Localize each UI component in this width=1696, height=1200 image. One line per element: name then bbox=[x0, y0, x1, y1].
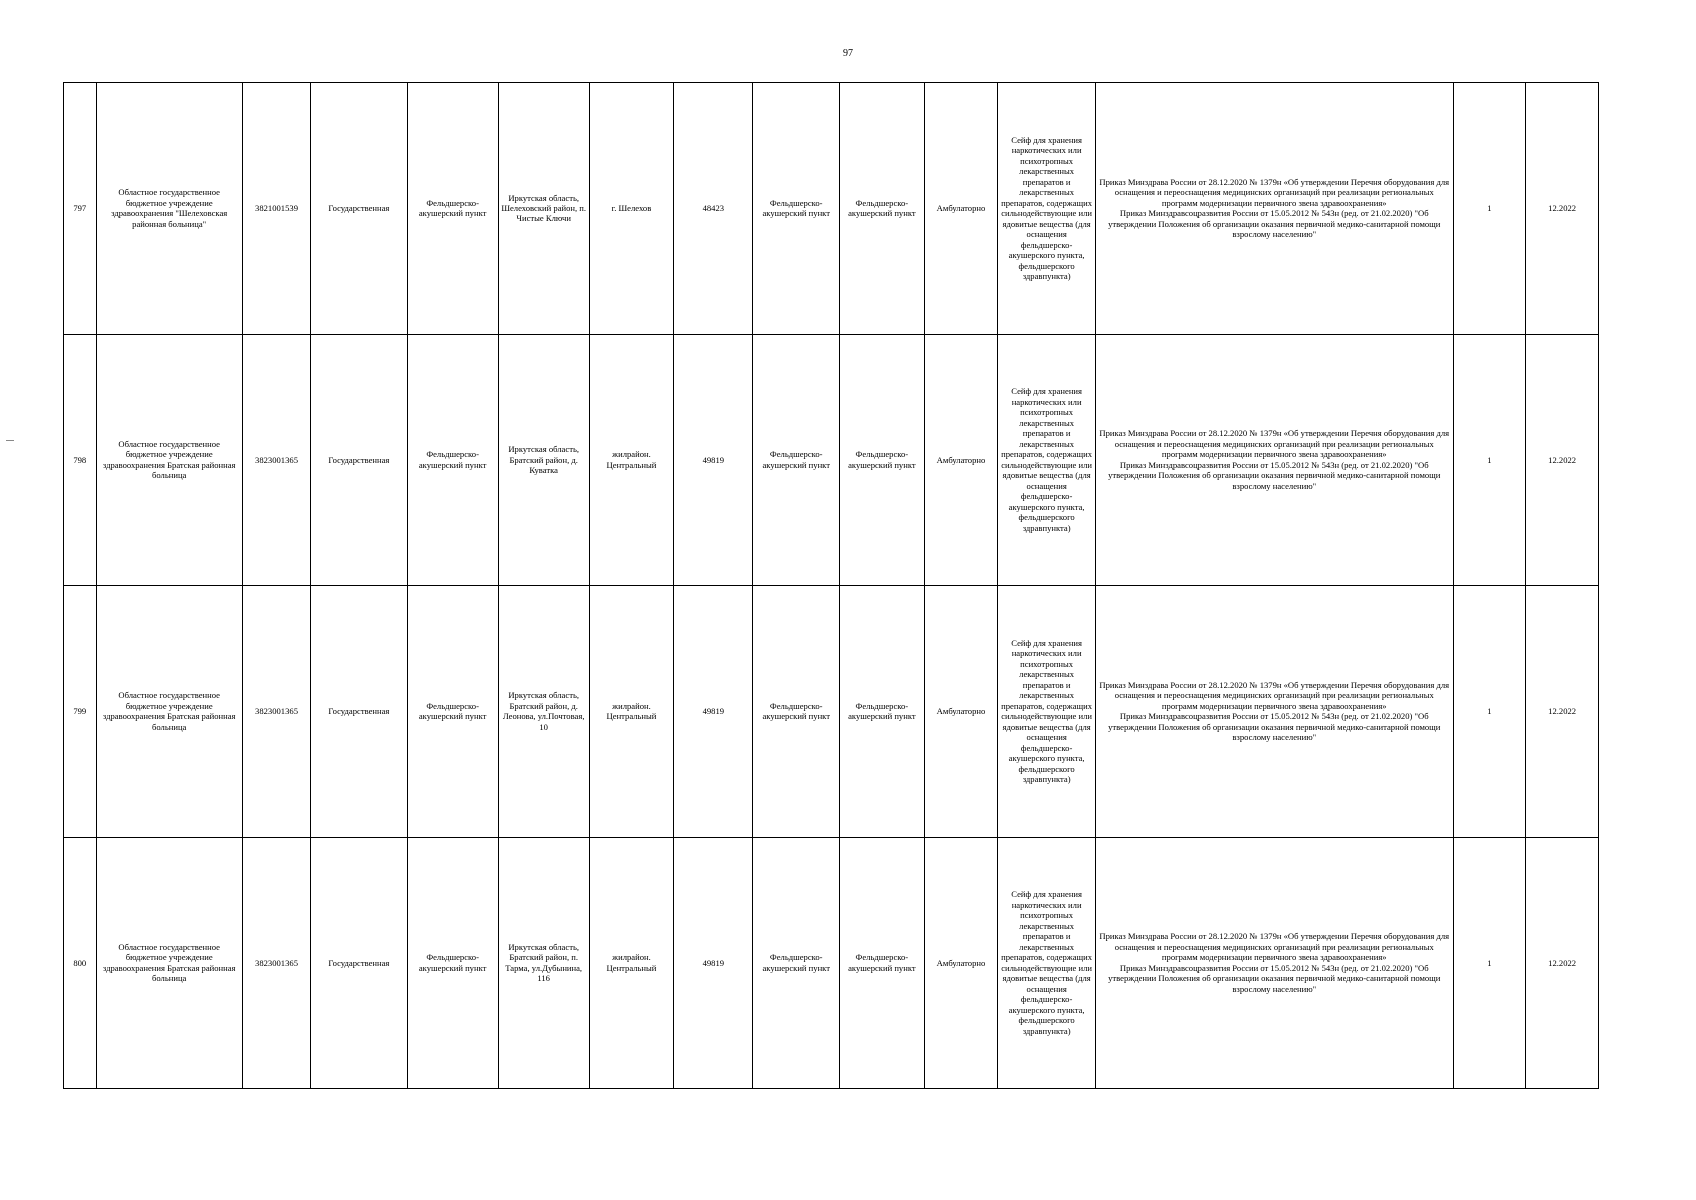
row-number: 797 bbox=[64, 83, 97, 335]
address: Иркутская область, Братский район, д. Куватка bbox=[498, 334, 589, 586]
document-1379n: Приказ Минздрава России от 28.12.2020 № 1379н «Об утверждении Перечня оборудования для оснащения и переоснащения медицинских организаций при реализации региональных программ модернизации первичного звена здравоохранения» bbox=[1099, 931, 1450, 963]
care-conditions: Амбулаторно bbox=[924, 83, 998, 335]
ownership-form: Государственная bbox=[311, 837, 407, 1089]
table-row bbox=[64, 334, 1599, 586]
row-number: 799 bbox=[64, 586, 97, 838]
organization-name: Областное государственное бюджетное учреждение здравоохранения Братская районная больница bbox=[96, 334, 242, 586]
delivery-date: 12.2022 bbox=[1526, 83, 1599, 335]
table-row bbox=[64, 586, 1599, 838]
ownership-form: Государственная bbox=[311, 83, 407, 335]
subdivision-secondary: Фельдшерско-акушерский пункт bbox=[840, 586, 925, 838]
ownership-form: Государственная bbox=[311, 586, 407, 838]
delivery-date: 12.2022 bbox=[1526, 837, 1599, 1089]
document-543n: Приказ Минздравсоцразвития России от 15.05.2012 № 543н (ред. от 21.02.2020) "Об утверждении Положения об организации оказания первичной медико-санитарной помощи взрослому населению" bbox=[1108, 962, 1441, 994]
organization-name: Областное государственное бюджетное учреждение здравоохранения "Шелеховская районная больница" bbox=[96, 83, 242, 335]
equipment-name: Сейф для хранения наркотических или психотропных лекарственных препаратов и лекарственных препаратов, содержащих сильнодействующие или ядовитые вещества (для оснащения фельдшерско-акушерского пункта, фельдшерского здравпункта) bbox=[998, 586, 1096, 838]
locality: г. Шелехов bbox=[589, 83, 674, 335]
document-1379n: Приказ Минздрава России от 28.12.2020 № 1379н «Об утверждении Перечня оборудования для оснащения и переоснащения медицинских организаций при реализации региональных программ модернизации первичного звена здравоохранения» bbox=[1099, 679, 1450, 711]
care-conditions: Амбулаторно bbox=[924, 837, 998, 1089]
delivery-date: 12.2022 bbox=[1526, 586, 1599, 838]
code: 48423 bbox=[674, 83, 753, 335]
organization-name: Областное государственное бюджетное учреждение здравоохранения Братская районная больница bbox=[96, 837, 242, 1089]
unit-type: Фельдшерско-акушерский пункт bbox=[407, 334, 498, 586]
subdivision: Фельдшерско-акушерский пункт bbox=[753, 83, 840, 335]
quantity: 1 bbox=[1453, 83, 1526, 335]
subdivision-secondary: Фельдшерско-акушерский пункт bbox=[840, 83, 925, 335]
locality: жилрайон. Центральный bbox=[589, 334, 674, 586]
inn: 3823001365 bbox=[242, 837, 310, 1089]
inn: 3823001365 bbox=[242, 334, 310, 586]
document-543n: Приказ Минздравсоцразвития России от 15.05.2012 № 543н (ред. от 21.02.2020) "Об утверждении Положения об организации оказания первичной медико-санитарной помощи взрослому населению" bbox=[1108, 459, 1441, 491]
document-1379n: Приказ Минздрава России от 28.12.2020 № 1379н «Об утверждении Перечня оборудования для оснащения и переоснащения медицинских организаций при реализации региональных программ модернизации первичного звена здравоохранения» bbox=[1099, 176, 1450, 208]
page-number: 97 bbox=[843, 48, 853, 59]
locality: жилрайон. Центральный bbox=[589, 586, 674, 838]
legal-documents bbox=[1095, 586, 1453, 838]
equipment-name: Сейф для хранения наркотических или психотропных лекарственных препаратов и лекарственных препаратов, содержащих сильнодействующие или ядовитые вещества (для оснащения фельдшерско-акушерского пункта, фельдшерского здравпункта) bbox=[998, 837, 1096, 1089]
subdivision: Фельдшерско-акушерский пункт bbox=[753, 586, 840, 838]
legal-documents bbox=[1095, 334, 1453, 586]
code: 49819 bbox=[674, 837, 753, 1089]
inn: 3823001365 bbox=[242, 586, 310, 838]
unit-type: Фельдшерско-акушерский пункт bbox=[407, 586, 498, 838]
care-conditions: Амбулаторно bbox=[924, 334, 998, 586]
inn: 3821001539 bbox=[242, 83, 310, 335]
row-number: 800 bbox=[64, 837, 97, 1089]
unit-type: Фельдшерско-акушерский пункт bbox=[407, 83, 498, 335]
organization-name: Областное государственное бюджетное учреждение здравоохранения Братская районная больница bbox=[96, 586, 242, 838]
equipment-name: Сейф для хранения наркотических или психотропных лекарственных препаратов и лекарственных препаратов, содержащих сильнодействующие или ядовитые вещества (для оснащения фельдшерско-акушерского пункта, фельдшерского здравпункта) bbox=[998, 83, 1096, 335]
locality: жилрайон. Центральный bbox=[589, 837, 674, 1089]
equipment-table bbox=[63, 82, 1599, 1089]
subdivision: Фельдшерско-акушерский пункт bbox=[753, 837, 840, 1089]
delivery-date: 12.2022 bbox=[1526, 334, 1599, 586]
address: Иркутская область, Братский район, п. Тарма, ул.Дубынина, 116 bbox=[498, 837, 589, 1089]
document-1379n: Приказ Минздрава России от 28.12.2020 № 1379н «Об утверждении Перечня оборудования для оснащения и переоснащения медицинских организаций при реализации региональных программ модернизации первичного звена здравоохранения» bbox=[1099, 428, 1450, 460]
row-number: 798 bbox=[64, 334, 97, 586]
scan-mark bbox=[6, 440, 14, 441]
equipment-name: Сейф для хранения наркотических или психотропных лекарственных препаратов и лекарственных препаратов, содержащих сильнодействующие или ядовитые вещества (для оснащения фельдшерско-акушерского пункта, фельдшерского здравпункта) bbox=[998, 334, 1096, 586]
quantity: 1 bbox=[1453, 586, 1526, 838]
quantity: 1 bbox=[1453, 334, 1526, 586]
care-conditions: Амбулаторно bbox=[924, 586, 998, 838]
document-543n: Приказ Минздравсоцразвития России от 15.05.2012 № 543н (ред. от 21.02.2020) "Об утверждении Положения об организации оказания первичной медико-санитарной помощи взрослому населению" bbox=[1108, 208, 1441, 240]
table-row bbox=[64, 837, 1599, 1089]
quantity: 1 bbox=[1453, 837, 1526, 1089]
subdivision-secondary: Фельдшерско-акушерский пункт bbox=[840, 334, 925, 586]
address: Иркутская область, Шелеховский район, п. Чистые Ключи bbox=[498, 83, 589, 335]
document-543n: Приказ Минздравсоцразвития России от 15.05.2012 № 543н (ред. от 21.02.2020) "Об утверждении Положения об организации оказания первичной медико-санитарной помощи взрослому населению" bbox=[1108, 711, 1441, 743]
legal-documents bbox=[1095, 837, 1453, 1089]
ownership-form: Государственная bbox=[311, 334, 407, 586]
table-row bbox=[64, 83, 1599, 335]
subdivision: Фельдшерско-акушерский пункт bbox=[753, 334, 840, 586]
unit-type: Фельдшерско-акушерский пункт bbox=[407, 837, 498, 1089]
address: Иркутская область, Братский район, д. Леонова, ул.Почтовая, 10 bbox=[498, 586, 589, 838]
code: 49819 bbox=[674, 586, 753, 838]
legal-documents bbox=[1095, 83, 1453, 335]
subdivision-secondary: Фельдшерско-акушерский пункт bbox=[840, 837, 925, 1089]
code: 49819 bbox=[674, 334, 753, 586]
